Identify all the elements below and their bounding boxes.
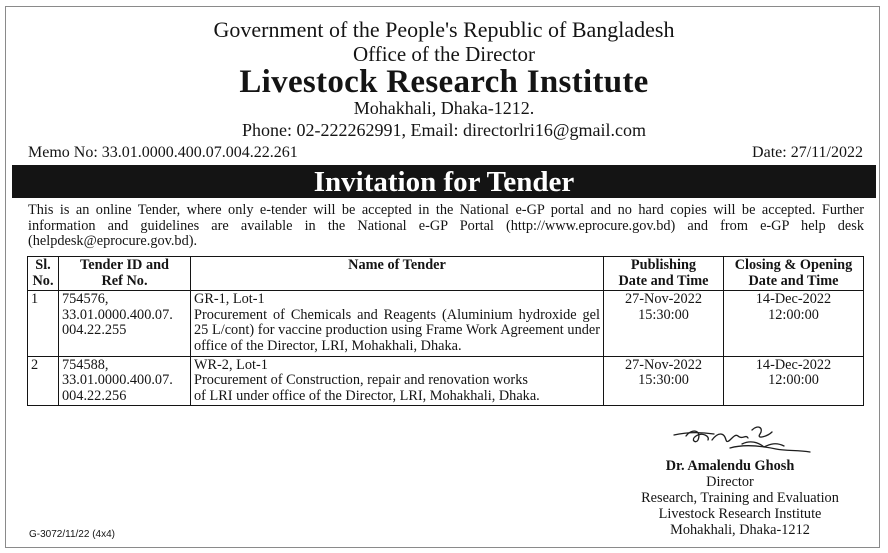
tender-lot: GR-1, Lot-1 [194,291,265,308]
publishing-date: 27-Nov-2022 [624,291,703,308]
tender-ref-line: 33.01.0000.400.07. [62,372,173,389]
signer-address: Mohakhali, Dhaka-1212 [670,522,810,538]
col-header-publishing [604,257,724,291]
signer-name: Dr. Amalendu Ghosh [665,458,795,474]
table-row [28,291,864,356]
tender-ref-line: 33.01.0000.400.07. [62,306,173,323]
tender-description: Procurement of Construction, repair and renovation works [194,372,528,389]
table-row [28,356,864,406]
header-text: Tender ID and [80,257,169,273]
closing-date: 14-Dec-2022 [755,356,832,373]
row-tender-name [191,356,604,406]
row-closing [724,291,864,356]
government-heading: Government of the People's Republic of Bangladesh [213,17,675,42]
tender-description: Procurement of Chemicals and Reagents (Aluminium hydroxide gel 25 L/cont) for vaccine production using Frame Work Agreement under office of the Director, LRI, Mohakhali, Dhaka. [194,306,600,354]
row-sl: 2 [28,356,59,406]
tender-banner: Invitation for Tender [12,165,876,198]
row-sl: 1 [28,291,59,356]
header-text: Closing & Opening [734,257,853,273]
header-text: Name of Tender [348,257,446,273]
row-tender-id [59,291,191,356]
memo-number: Memo No: 33.01.0000.400.07.004.22.261 [28,144,298,161]
closing-time: 12:00:00 [768,306,819,323]
col-header-closing [724,257,864,291]
tender-ref-line: 004.22.255 [62,322,127,339]
tender-ref-line: 004.22.256 [62,387,127,404]
closing-date: 14-Dec-2022 [755,291,832,308]
col-header-name [191,257,604,291]
header-text: Publishing [630,257,697,273]
closing-time: 12:00:00 [768,372,819,389]
row-tender-id [59,356,191,406]
institute-title: Livestock Research Institute [239,64,649,100]
row-publishing [604,291,724,356]
header-text: No. [32,272,54,289]
tender-table [27,256,864,406]
row-tender-name [191,291,604,356]
header-text: Sl. [35,257,51,273]
tender-description: of LRI under office of the Director, LRI, Mohakhali, Dhaka. [194,387,540,404]
signer-institute: Livestock Research Institute [658,506,822,522]
signer-division: Research, Training and Evaluation [641,490,839,506]
header-text: Date and Time [618,272,709,289]
col-header-sl [28,257,59,291]
table-header-row [28,257,864,291]
tender-id-line: 754576, [62,291,109,308]
notice-date: Date: 27/11/2022 [752,144,863,161]
row-closing [724,356,864,406]
header-text: Ref No. [101,272,148,289]
intro-paragraph: This is an online Tender, where only e-tender will be accepted in the National e-GP portal and no hard copies will be accepted. Further information and guidelines are available in the National e-GP Portal (http://www.eprocure.gov.bd) and from e-GP help desk (helpdesk@eprocure.gov.bd). [28,202,864,249]
publishing-time: 15:30:00 [638,306,689,323]
institute-address: Mohakhali, Dhaka-1212. [353,98,535,118]
handwritten-signature [672,420,832,460]
tender-lot: WR-2, Lot-1 [194,356,268,373]
signer-title: Director [706,474,754,490]
publishing-date: 27-Nov-2022 [624,356,703,373]
col-header-tender-id [59,257,191,291]
header-text: Date and Time [748,272,839,289]
tender-id-line: 754588, [62,356,109,373]
row-publishing [604,356,724,406]
institute-contact: Phone: 02-222262991, Email: directorlri16@gmail.com [241,120,646,140]
office-heading: Office of the Director [352,42,536,66]
footer-code: G-3072/11/22 (4x4) [29,529,115,540]
publishing-time: 15:30:00 [638,372,689,389]
